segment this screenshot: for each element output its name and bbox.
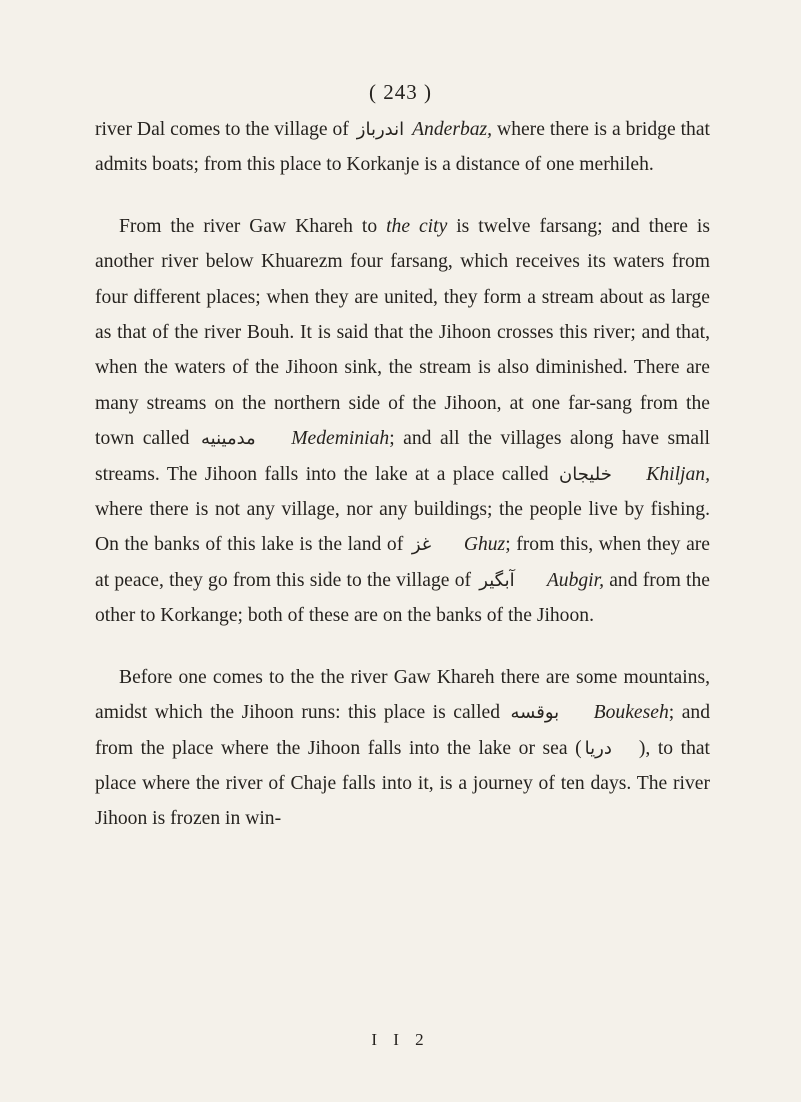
text-segment: where there is a bridge that admits boats; from this place to Korkanje is a distance of one merhileh. bbox=[95, 119, 710, 176]
transliteration-medeminiah: Medeminiah bbox=[291, 428, 390, 450]
arabic-word-boukeseh: بوقسه bbox=[510, 702, 560, 724]
text-segment: From the river Gaw Khareh to bbox=[119, 215, 387, 237]
text-segment: ; from this, when they are at peace, they go from this side to the village of bbox=[95, 534, 710, 591]
body-text bbox=[95, 112, 710, 837]
text-segment: is twelve farsang; and there is another river below Khuarezm four farsang, which receives its waters from four different places; when they are united, they form a stream about as large as that of the river Bouh. It is said that the Jihoon crosses this river; and that, when the waters of the Jihoon sink, the stream is also diminished. There are many streams on the northern side of the Jihoon, at one far-sang from the town called bbox=[95, 215, 710, 450]
signature-mark: I I 2 bbox=[371, 1030, 430, 1049]
paragraph-1 bbox=[95, 112, 710, 183]
text-segment: ; and all the villages along have small streams. The Jihoon falls into the lake at a place called bbox=[95, 428, 710, 485]
transliteration-boukeseh: Boukeseh bbox=[593, 702, 669, 724]
paragraph-2 bbox=[95, 209, 710, 634]
arabic-word-aubgir: آبگیر bbox=[479, 569, 515, 591]
arabic-word-ghuz: غز bbox=[411, 534, 432, 556]
paragraph-3 bbox=[95, 660, 710, 837]
text-segment: ; and from the place where the Jihoon falls into the lake or sea ( bbox=[95, 702, 710, 759]
arabic-word-khiljan: خليجان bbox=[558, 463, 612, 485]
text-segment: Before one comes to the the river Gaw Khareh there are some mountains, amidst which the Jihoon runs: this place is called bbox=[95, 666, 710, 724]
text-segment: ), to that place where the river of Chaje falls into it, is a journey of ten days. The river Jihoon is frozen in win- bbox=[95, 737, 711, 830]
emphasis-the-city: the city bbox=[386, 215, 448, 237]
text-segment: where there is not any village, nor any buildings; the people live by fishing. On the banks of this lake is the land of bbox=[95, 499, 710, 556]
transliteration-anderbaz: Anderbaz, bbox=[412, 119, 493, 140]
text-segment: and from the other to Korkange; both of these are on the banks of the Jihoon. bbox=[95, 569, 710, 627]
arabic-word-medeminiah: مدمينيه bbox=[201, 428, 256, 450]
transliteration-khiljan: Khiljan, bbox=[646, 463, 710, 485]
arabic-word-anderbaz: اندرباز bbox=[356, 119, 405, 140]
text-segment: river Dal comes to the village of bbox=[95, 119, 354, 140]
transliteration-ghuz: Ghuz bbox=[463, 534, 506, 556]
transliteration-aubgir: Aubgir, bbox=[546, 569, 604, 591]
arabic-word-darya: دریا bbox=[584, 737, 612, 759]
page-number: ( 243 ) bbox=[369, 80, 432, 104]
